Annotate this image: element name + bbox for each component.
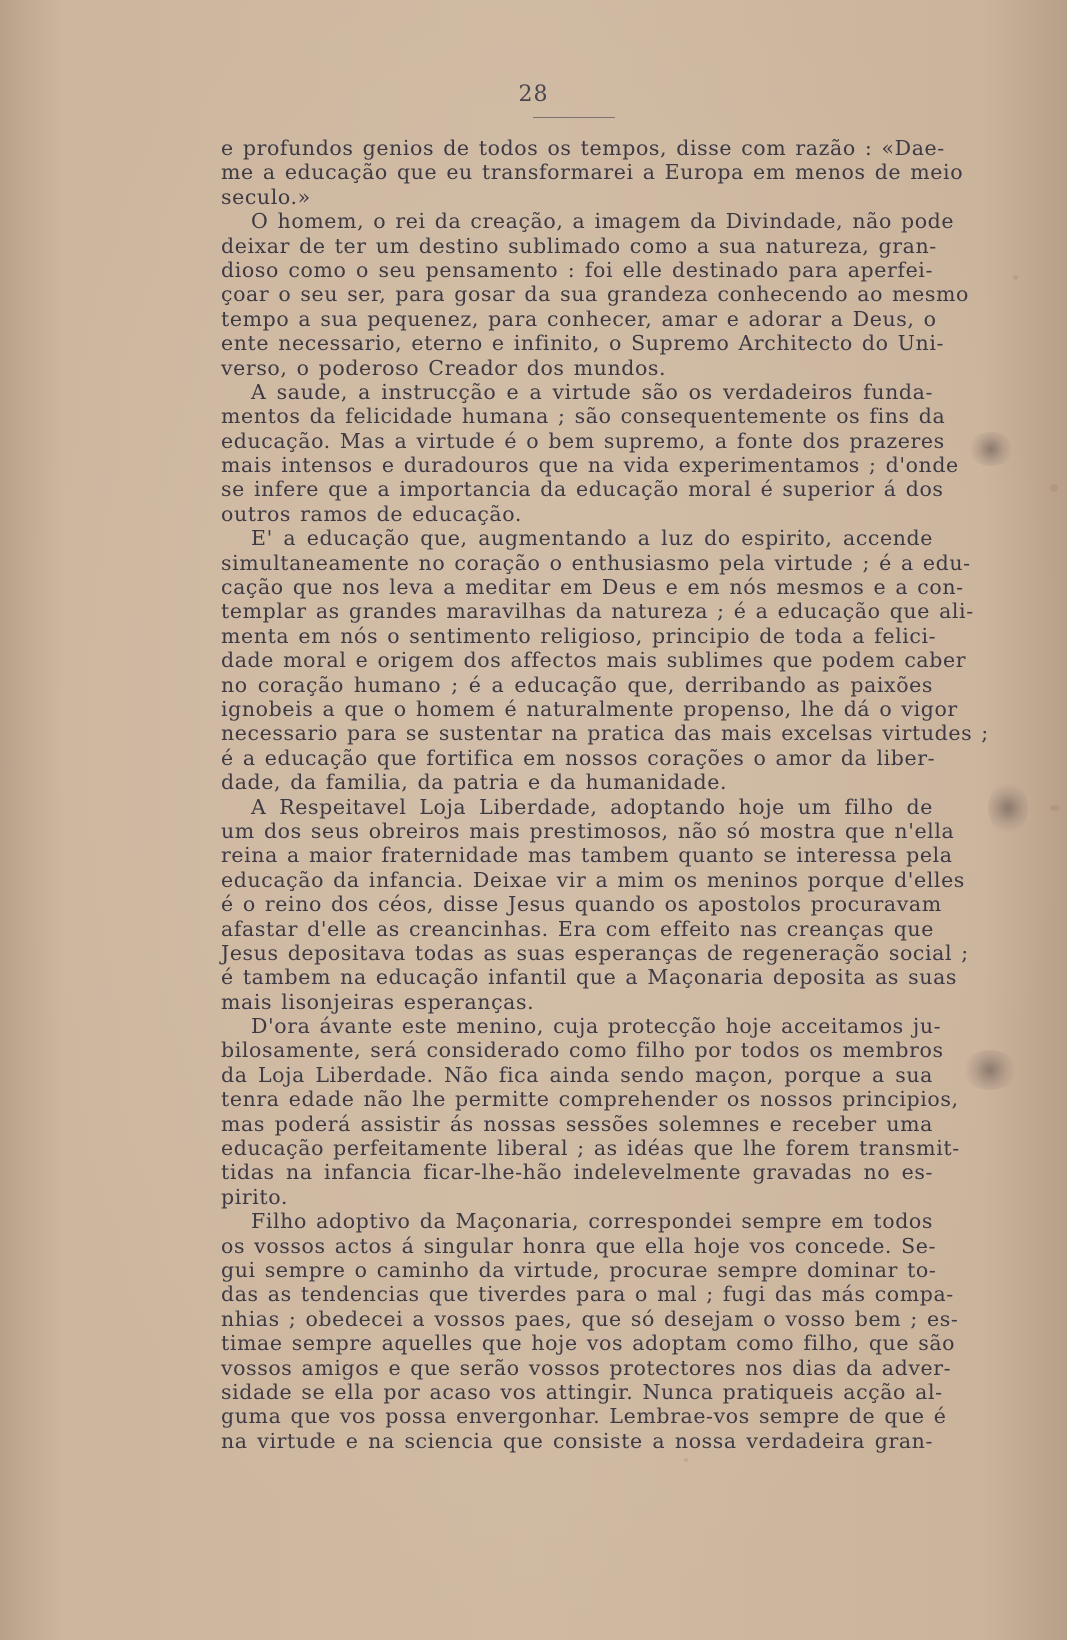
text-line: menta em nós o sentimento religioso, principio de toda a felici- xyxy=(221,623,937,648)
text-line: ignobeis a que o homem é naturalmente propenso, lhe dá o vigor xyxy=(221,696,958,721)
text-line: reina a maior fraternidade mas tambem quanto se interessa pela xyxy=(221,843,953,868)
text-line: Jesus depositava todas as suas esperanças de regeneração social ; xyxy=(221,940,969,965)
text-line: pirito. xyxy=(221,1184,288,1209)
text-line: verso, o poderoso Creador dos mundos. xyxy=(221,355,667,380)
text-line: os vossos actos á singular honra que ella hoje vos concede. Se- xyxy=(221,1233,937,1258)
text-line: seculo.» xyxy=(221,184,311,209)
text-line: gui sempre o caminho da virtude, procurae sempre dominar to- xyxy=(221,1257,937,1282)
text-line: Filho adoptivo da Maçonaria, correspondei sempre em todos xyxy=(251,1209,933,1234)
text-line: no coração humano ; é a educação que, derribando as paixões xyxy=(221,672,933,697)
margin-stain xyxy=(988,782,1028,834)
text-line: tenra edade não lhe permitte comprehender os nossos principios, xyxy=(221,1087,959,1112)
page-number-rule xyxy=(533,117,615,118)
text-line: outros ramos de educação. xyxy=(221,501,522,526)
text-line: dade moral e origem dos affectos mais sublimes que podem caber xyxy=(221,648,967,673)
text-line: é a educação que fortifica em nossos corações o amor da liber- xyxy=(221,745,936,770)
body-text xyxy=(221,136,989,1453)
text-line: çoar o seu ser, para gosar da sua grandeza conhecendo ao mesmo xyxy=(221,282,970,307)
text-line: cação que nos leva a meditar em Deus e em nós mesmos e a con- xyxy=(221,575,964,600)
text-line: tidas na infancia ficar-lhe-hão indelevelmente gravadas no es- xyxy=(221,1160,933,1185)
text-line: guma que vos possa envergonhar. Lembrae-vos sempre de que é xyxy=(221,1404,947,1429)
text-line: vossos amigos e que serão vossos protectores nos dias da adver- xyxy=(221,1355,952,1380)
text-line: simultaneamente no coração o enthusiasmo pela virtude ; é a edu- xyxy=(221,550,971,575)
text-line: dioso como o seu pensamento : foi elle destinado para aperfei- xyxy=(221,257,933,282)
text-line: dade, da familia, da patria e da humanidade. xyxy=(221,770,728,795)
text-line: é tambem na educação infantil que a Maçonaria deposita as suas xyxy=(221,965,958,990)
text-line: educação da infancia. Deixae vir a mim os meninos porque d'elles xyxy=(221,867,965,892)
margin-stain xyxy=(968,432,1014,466)
text-line: mais intensos e duradouros que na vida experimentamos ; d'onde xyxy=(221,453,959,478)
text-line: um dos seus obreiros mais prestimosos, não só mostra que n'ella xyxy=(221,818,955,843)
text-line: se infere que a importancia da educação moral é superior á dos xyxy=(221,477,944,502)
text-line: templar as grandes maravilhas da natureza ; é a educação que ali- xyxy=(221,599,974,624)
text-line: na virtude e na sciencia que consiste a nossa verdadeira gran- xyxy=(221,1428,933,1453)
text-line: da Loja Liberdade. Não fica ainda sendo maçon, porque a sua xyxy=(221,1062,933,1087)
text-line: timae sempre aquelles que hoje vos adoptam como filho, que são xyxy=(221,1331,956,1356)
text-line: nhias ; obedecei a vossos paes, que só desejam o vosso bem ; es- xyxy=(221,1306,959,1331)
text-line: bilosamente, será considerado como filho por todos os membros xyxy=(221,1038,944,1063)
text-line: é o reino dos céos, disse Jesus quando os apostolos procuravam xyxy=(221,892,942,917)
margin-stain xyxy=(962,1050,1018,1090)
text-line: tempo a sua pequenez, para conhecer, amar e adorar a Deus, o xyxy=(221,306,937,331)
text-line: ente necessario, eterno e infinito, o Supremo Architecto do Uni- xyxy=(221,331,945,356)
text-line: sidade se ella por acaso vos attingir. Nunca pratiqueis acção al- xyxy=(221,1379,943,1404)
text-line: mentos da felicidade humana ; são consequentemente os fins da xyxy=(221,404,946,429)
text-line: afastar d'elle as creancinhas. Era com effeito nas creanças que xyxy=(221,916,934,941)
text-line: me a educação que eu transformarei a Europa em menos de meio xyxy=(221,160,964,185)
foxing-spot xyxy=(1013,275,1018,280)
text-line: deixar de ter um destino sublimado como a sua natureza, gran- xyxy=(221,233,937,258)
text-line: educação. Mas a virtude é o bem supremo, a fonte dos prazeres xyxy=(221,428,945,453)
text-line: A saude, a instrucção e a virtude são os verdadeiros funda- xyxy=(251,379,933,404)
text-line: E' a educação que, augmentando a luz do espirito, accende xyxy=(251,526,933,551)
foxing-spot xyxy=(1050,805,1060,811)
text-line: e profundos genios de todos os tempos, disse com razão : «Dae- xyxy=(221,136,945,160)
text-line: D'ora ávante este menino, cuja protecção hoje acceitamos ju- xyxy=(251,1014,942,1039)
text-line: mas poderá assistir ás nossas sessões solemnes e receber uma xyxy=(221,1111,933,1136)
text-line: A Respeitavel Loja Liberdade, adoptando hoje um filho de xyxy=(251,794,933,819)
text-line: O homem, o rei da creação, a imagem da Divindade, não pode xyxy=(251,209,955,234)
text-line: necessario para se sustentar na pratica das mais excelsas virtudes ; xyxy=(221,721,989,746)
foxing-spot xyxy=(684,1458,688,1462)
text-line: mais lisonjeiras esperanças. xyxy=(221,989,535,1014)
text-line: educação perfeitamente liberal ; as idéas que lhe forem transmit- xyxy=(221,1136,960,1161)
text-line: das as tendencias que tiverdes para o mal ; fugi das más compa- xyxy=(221,1282,954,1307)
foxing-spot xyxy=(1050,484,1058,492)
page-number: 28 xyxy=(518,82,549,107)
